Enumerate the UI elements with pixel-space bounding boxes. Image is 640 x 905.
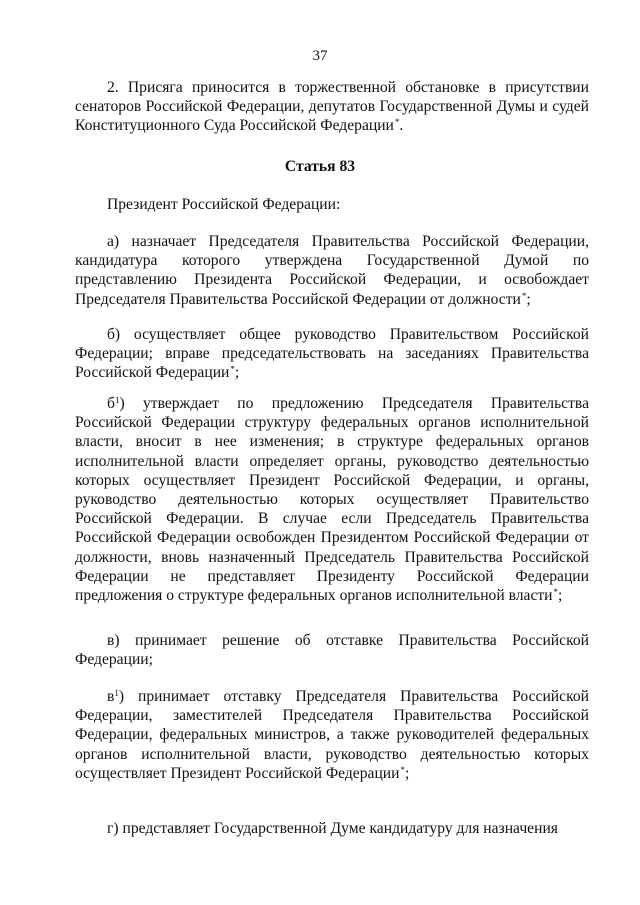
footnote-mark: * (521, 290, 527, 301)
article-title: Статья 83 (284, 158, 356, 175)
item-v: в) принимает решение об отставке Правительства Российской Федерации; (75, 632, 589, 669)
paragraph-oath-text: 2. Присяга приносится в торжественной обстановке в присутствии сенаторов Российской Федерации, депутатов Государственной Думы и судей Конституционного Суда Российской Федерации (75, 79, 589, 135)
item-a-end: ; (526, 290, 531, 308)
item-b1 (75, 394, 589, 605)
page-number: 37 (312, 48, 328, 64)
article-intro: Президент Российской Федерации: (107, 196, 341, 213)
paragraph-oath-end: . (399, 117, 404, 135)
item-b (75, 325, 589, 383)
footnote-mark: * (394, 117, 400, 128)
item-a-text: а) назначает Председателя Правительства Российской Федерации, кандидатура которого утверждена Государственной Думой по представлению Президента Российской Федерации, и освобождает Председателя Правительства Российской Федерации от должности (75, 233, 589, 308)
item-v1 (75, 687, 589, 783)
footnote-mark: * (553, 587, 559, 598)
item-b-end: ; (234, 364, 240, 382)
superscript-one: 1 (114, 688, 119, 698)
superscript-one: 1 (114, 395, 120, 405)
item-a (75, 232, 589, 309)
item-b-text: б) осуществляет общее руководство Правительством Российской Федерации; вправе председательствовать на заседаниях Правительства Российской Федерации (75, 326, 589, 382)
footnote-mark: * (230, 364, 235, 375)
item-b1-letter: б (107, 395, 115, 412)
paragraph-oath (75, 78, 589, 136)
footnote-mark: * (400, 764, 405, 775)
item-v1-letter: в (107, 688, 115, 705)
item-v1-text: ) принимает отставку Председателя Правительства Российской Федерации, заместителей Председателя Правительства Российской Федерации, федеральных министров, а также руководителей федеральных органов исполнительной власти, руководство деятельностью которых осуществляет Президент Российской Федерации (75, 688, 589, 782)
item-b1-end: ; (558, 587, 563, 605)
item-v1-end: ; (404, 764, 410, 782)
item-g: г) представляет Государственной Думе кандидатуру для назначения (107, 820, 558, 837)
item-b1-text: ) утверждает по предложению Председателя Правительства Российской Федерации структуру федеральных органов исполнительной власти, вносит в нее изменения; в структуре федеральных органов исполнительной власти определяет органы, руководство деятельностью которых осуществляет Президент Российской Федерации, и органы, руководство деятельностью которых осуществляет Правительство Российской Федерации. В случае если Председатель Правительства Российской Федерации освобожден Президентом Российской Федерации от должности, вновь назначенный Председатель Правительства Российской Федерации не представляет Президенту Российской Федерации предложения о структуре федеральных органов исполнительной власти (75, 395, 589, 605)
